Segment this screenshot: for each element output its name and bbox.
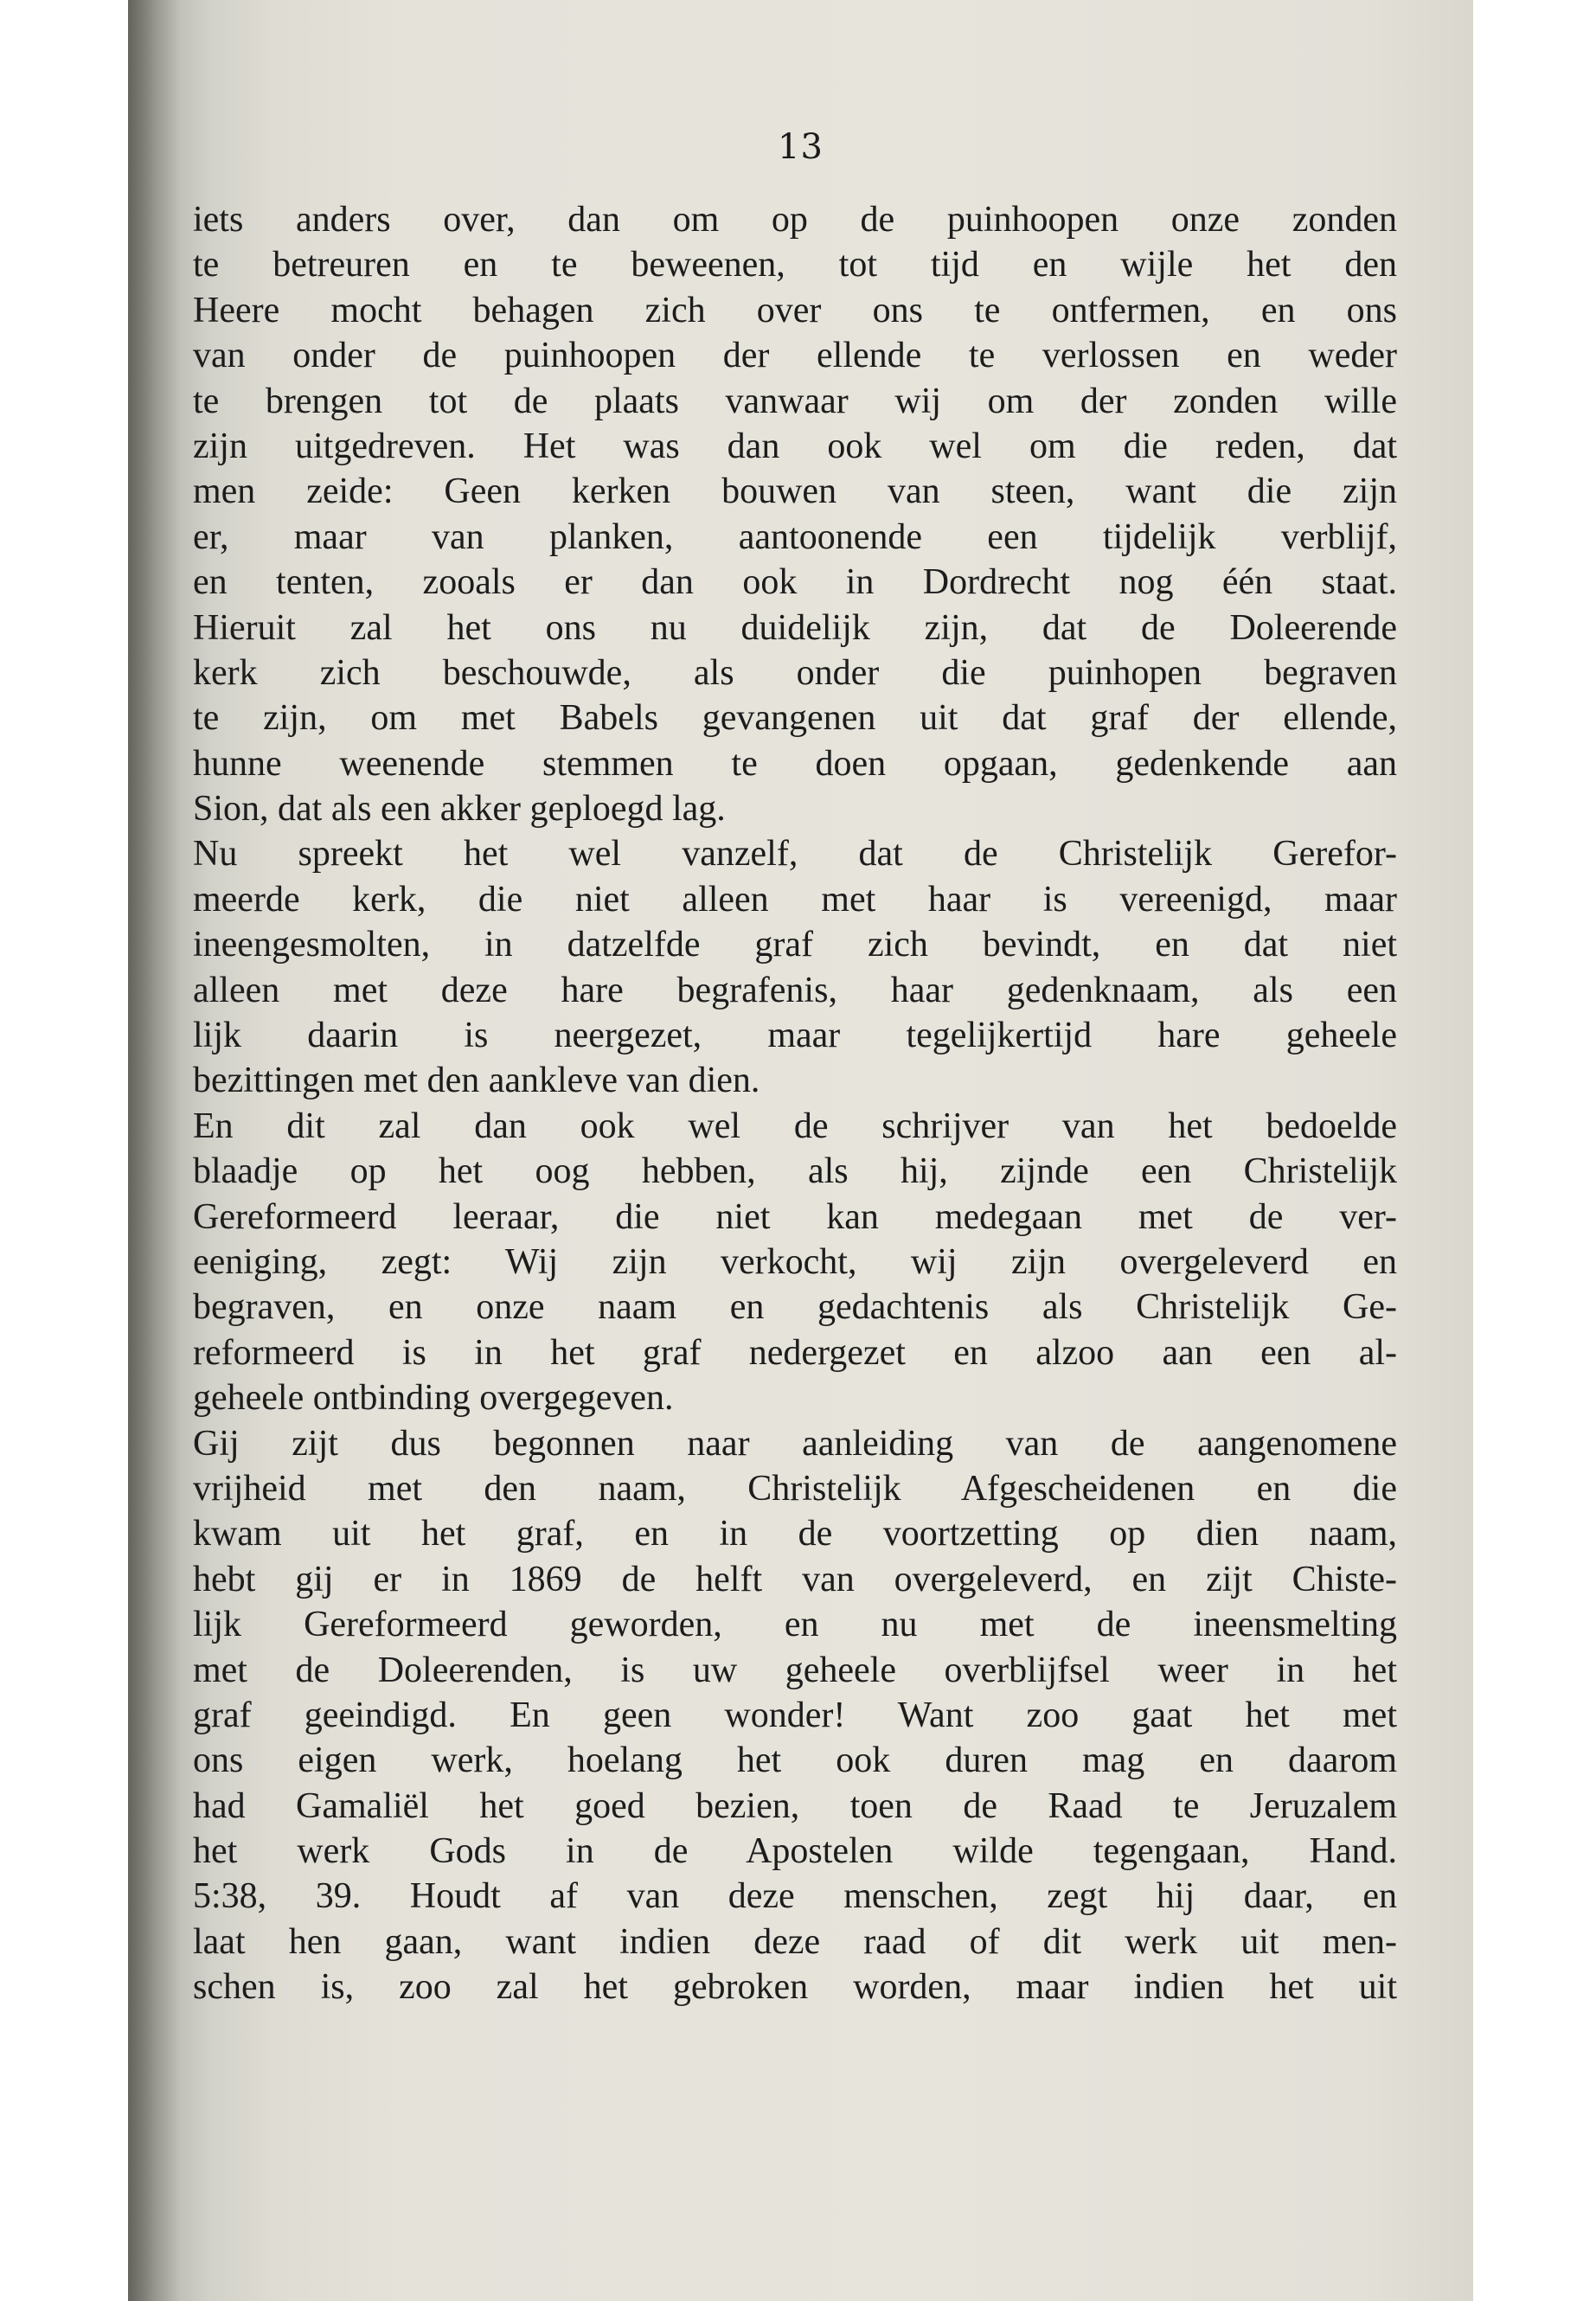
text-line: ineengesmolten, in datzelfde graf zich bevindt, en dat niet bbox=[193, 925, 1397, 965]
paragraph-end-line: Sion, dat als een akker geploegd lag. bbox=[193, 789, 726, 830]
text-line: graf geeindigd. En geen wonder! Want zoo gaat het met bbox=[193, 1695, 1397, 1735]
text-line: schen is, zoo zal het gebroken worden, maar indien het uit bbox=[193, 1967, 1397, 2008]
text-line: hunne weenende stemmen te doen opgaan, gedenkende aan bbox=[193, 743, 1397, 784]
text-line: eeniging, zegt: Wij zijn verkocht, wij zijn overgeleverd en bbox=[193, 1241, 1397, 1282]
text-line: Gij zijt dus begonnen naar aanleiding van de aangenomene bbox=[193, 1423, 1397, 1464]
text-line: te brengen tot de plaats vanwaar wij om der zonden wille bbox=[193, 381, 1397, 421]
text-line: laat hen gaan, want indien deze raad of dit werk uit men- bbox=[193, 1921, 1397, 1962]
scanned-page bbox=[128, 0, 1473, 2301]
text-line: ons eigen werk, hoelang het ook duren mag en daarom bbox=[193, 1740, 1397, 1781]
text-line: met de Doleerenden, is uw geheele overblijfsel weer in het bbox=[193, 1650, 1397, 1690]
body-text bbox=[193, 197, 1397, 2010]
text-line: te zijn, om met Babels gevangenen uit dat graf der ellende, bbox=[193, 698, 1397, 739]
text-line: begraven, en onze naam en gedachtenis als Christelijk Ge- bbox=[193, 1287, 1397, 1328]
text-line: lijk daarin is neergezet, maar tegelijkertijd hare geheele bbox=[193, 1016, 1397, 1056]
text-line: er, maar van planken, aantoonende een tijdelijk verblijf, bbox=[193, 516, 1397, 557]
text-line: alleen met deze hare begrafenis, haar gedenknaam, als een bbox=[193, 970, 1397, 1010]
text-line: hebt gij er in 1869 de helft van overgeleverd, en zijt Chiste- bbox=[193, 1559, 1397, 1599]
text-line: meerde kerk, die niet alleen met haar is vereenigd, maar bbox=[193, 879, 1397, 920]
paragraph-end-line: geheele ontbinding overgegeven. bbox=[193, 1378, 674, 1419]
text-line: en tenten, zooals er dan ook in Dordrecht nog één staat. bbox=[193, 562, 1397, 603]
text-line: lijk Gereformeerd geworden, en nu met de ineensmelting bbox=[193, 1605, 1397, 1645]
text-line: iets anders over, dan om op de puinhoopen onze zonden bbox=[193, 200, 1397, 240]
text-line: Gereformeerd leeraar, die niet kan medegaan met de ver- bbox=[193, 1196, 1397, 1237]
text-line: Nu spreekt het wel vanzelf, dat de Christelijk Gerefor- bbox=[193, 834, 1397, 875]
text-line: 5:38, 39. Houdt af van deze menschen, zegt hij daar, en bbox=[193, 1876, 1397, 1917]
text-line: het werk Gods in de Apostelen wilde tegengaan, Hand. bbox=[193, 1831, 1397, 1872]
text-line: kerk zich beschouwde, als onder die puinhopen begraven bbox=[193, 652, 1397, 693]
text-line: Heere mocht behagen zich over ons te ontfermen, en ons bbox=[193, 290, 1397, 330]
text-line: reformeerd is in het graf nedergezet en alzoo aan een al- bbox=[193, 1332, 1397, 1373]
text-line: blaadje op het oog hebben, als hij, zijnde een Christelijk bbox=[193, 1151, 1397, 1192]
text-line: Hieruit zal het ons nu duidelijk zijn, dat de Doleerende bbox=[193, 607, 1397, 648]
text-line: had Gamaliël het goed bezien, toen de Raad te Jeruzalem bbox=[193, 1785, 1397, 1826]
paragraph-end-line: bezittingen met den aankleve van dien. bbox=[193, 1061, 760, 1101]
text-line: kwam uit het graf, en in de voortzetting op dien naam, bbox=[193, 1514, 1397, 1554]
text-line: van onder de puinhoopen der ellende te verlossen en weder bbox=[193, 336, 1397, 376]
text-line: te betreuren en te beweenen, tot tijd en wijle het den bbox=[193, 245, 1397, 285]
text-line: men zeide: Geen kerken bouwen van steen, want die zijn bbox=[193, 471, 1397, 512]
page-number: 13 bbox=[778, 127, 824, 167]
text-line: vrijheid met den naam, Christelijk Afgescheidenen en die bbox=[193, 1468, 1397, 1509]
text-line: En dit zal dan ook wel de schrijver van het bedoelde bbox=[193, 1106, 1397, 1146]
text-line: zijn uitgedreven. Het was dan ook wel om die reden, dat bbox=[193, 426, 1397, 466]
